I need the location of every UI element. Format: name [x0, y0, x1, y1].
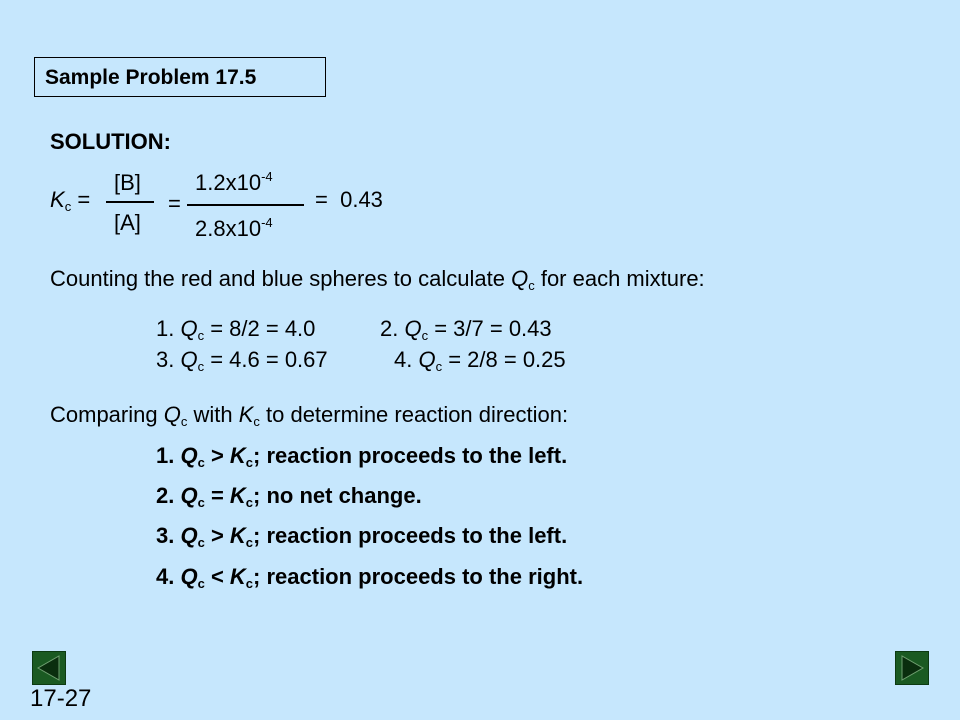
- kc-value-denominator: $2.8x10^{-4}$: [195, 215, 273, 241]
- q-value-1: 1. $Q_c = 8/2 = 4.0$: [156, 316, 316, 343]
- kc-value-fraction-line: [187, 204, 304, 206]
- comparing-instruction: Comparing $Q_c$ with $K_c$ to determine reaction direction:: [50, 402, 569, 429]
- kc-result: = 0.43: [315, 187, 383, 212]
- title-box: [34, 57, 326, 97]
- kc-value-numerator: $1.2x10^{-4}$: [195, 169, 273, 195]
- comparison-1: 1. $Q_c > K_c$; reaction proceeds to the left.: [156, 443, 568, 470]
- triangle-left-icon: [33, 652, 65, 684]
- q-value-4: 4. $Q_c = 2/8 = 0.25$: [394, 347, 566, 374]
- solution-label: SOLUTION:: [50, 129, 171, 154]
- comparison-4: 4. $Q_c < K_c$; reaction proceeds to the right.: [156, 564, 584, 591]
- comparison-2: 2. $Q_c = K_c$; no net change.: [156, 483, 422, 510]
- kc-equals-2: =: [168, 191, 181, 216]
- counting-instruction: Counting the red and blue spheres to calculate $Q_c$ for each mixture:: [50, 266, 705, 293]
- kc-denominator: [A]: [114, 210, 141, 235]
- slide-number: 17-27: [30, 685, 92, 712]
- triangle-right-icon: [896, 652, 928, 684]
- kc-fraction-line: [106, 201, 154, 203]
- kc-symbol: $K_c$ =: [50, 187, 91, 214]
- previous-slide-button[interactable]: [32, 651, 66, 685]
- q-value-3: 3. $Q_c = 4.6 = 0.67$: [156, 347, 328, 374]
- comparison-3: 3. $Q_c > K_c$; reaction proceeds to the left.: [156, 523, 568, 550]
- kc-numerator: [B]: [114, 170, 141, 195]
- next-slide-button[interactable]: [895, 651, 929, 685]
- slide-title: Sample Problem 17.5: [45, 66, 257, 89]
- q-value-2: 2. $Q_c = 3/7 = 0.43$: [380, 316, 552, 343]
